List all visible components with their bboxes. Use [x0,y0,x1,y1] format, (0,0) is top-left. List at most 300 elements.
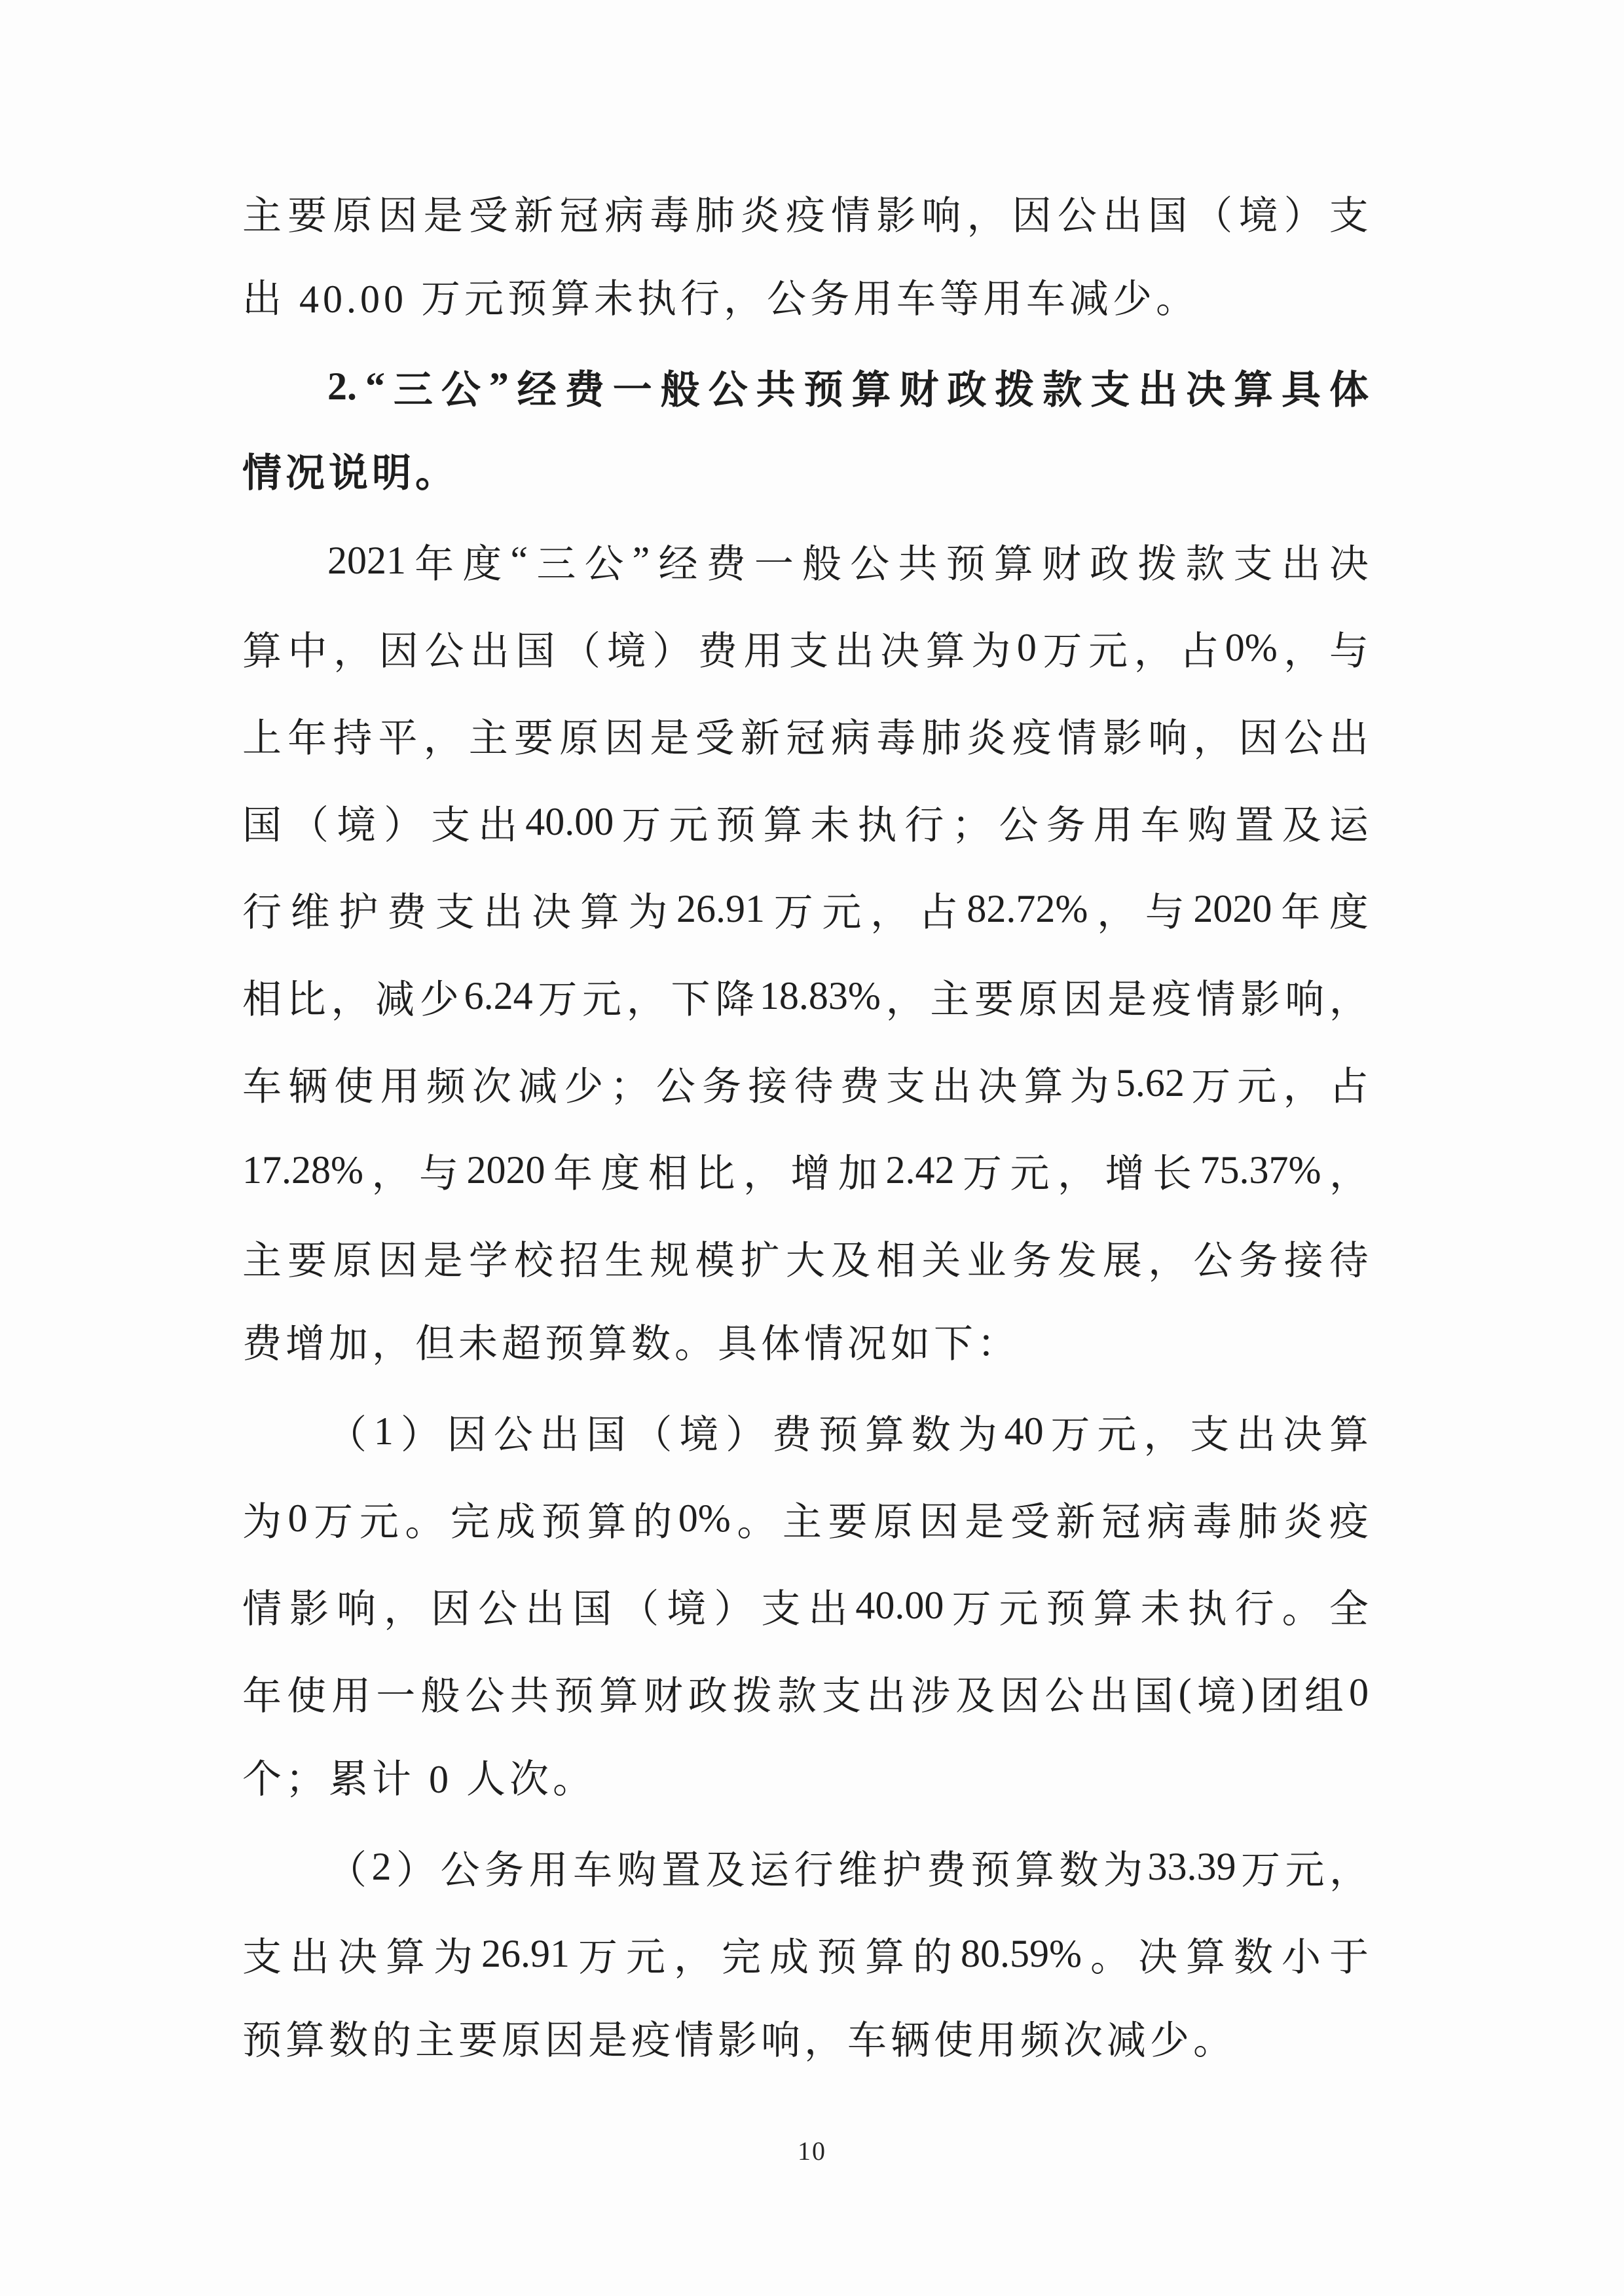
text-token: 校 [513,1239,553,1283]
text-token: 公 [1044,1674,1084,1718]
text-token: 算 [864,1413,904,1457]
text-token: 因 [378,629,418,673]
text-token: 执 [1187,1587,1227,1631]
text-token: ， [371,1152,411,1195]
text-token: 公 [441,368,481,412]
text-token: 算 [1185,1935,1225,1979]
text-token: 要 [974,977,1014,1021]
text-token: 主 [930,977,970,1021]
text-token: 2 [371,1845,392,1888]
text-token: ， [967,194,1006,238]
text-token: 用 [331,1674,371,1718]
text-token: 三 [393,368,433,412]
text-token: 拨 [732,1674,772,1718]
text-token: 行 [904,803,944,847]
text-line [242,1562,1369,1649]
text-token: 算 [599,1674,638,1718]
text-token: ， [1283,1065,1323,1108]
text-token: 费 [772,1413,812,1457]
text-token: 万 [1050,1413,1090,1457]
text-token: ” [632,539,650,582]
text-token: 度 [462,542,502,586]
text-token: 算 [242,629,282,673]
text-token: 占 [1179,629,1219,673]
text-token: ” [489,365,509,408]
text-token: 的 [633,1500,673,1544]
text-token: ， [1057,1152,1097,1195]
text-token: 次 [472,1065,512,1108]
text-token: 算 [1329,1413,1369,1457]
text-token: 肺 [1238,1500,1278,1544]
text-token: ， [384,1587,424,1631]
text-token: 于 [1329,1935,1369,1979]
text-token: 出 [1089,1674,1129,1718]
text-token: ， [1329,1152,1369,1195]
text-token: 用 [1093,803,1133,847]
text-token: 持 [333,716,373,760]
text-token: 用 [380,1065,420,1108]
text-token: 5.62 [1115,1061,1185,1104]
text-token: 的 [913,1935,952,1979]
text-token: 共 [509,1674,549,1718]
text-token: 75.37% [1200,1148,1321,1192]
text-token: 要 [513,716,553,760]
text-token: 炎 [740,194,780,238]
text-token: 出 [834,629,874,673]
text-token: 为 [628,890,668,934]
text-token: 未 [1140,1587,1180,1631]
text-token: 度 [1329,890,1369,934]
text-token: 万 [621,803,661,847]
text-token: 购 [617,1848,657,1892]
text-token: 万 [578,1935,618,1979]
text-token: 是 [965,1500,1005,1544]
text-token: 体 [1329,368,1369,412]
text-token: 大 [785,1239,825,1283]
text-token: 17.28% [242,1148,363,1192]
text-token: 比 [286,977,326,1021]
text-token: 待 [1329,1239,1369,1283]
text-token: 影 [1102,716,1142,760]
text-token: 因 [919,1500,959,1544]
text-token: 疫 [1012,716,1052,760]
text-token: 国 [515,629,555,673]
text-token: 2.42 [885,1148,955,1192]
text-token: 算 [580,890,619,934]
text-token: 减 [375,977,415,1021]
text-token: 决 [880,629,920,673]
text-token: 0 [1016,626,1037,669]
text-token: 响 [1285,977,1325,1021]
text-token: 元 [999,1587,1039,1631]
text-token: 决 [1137,1935,1177,1979]
text-token: ） [714,1587,754,1631]
text-token: 上 [242,716,282,760]
text-token: 0% [1225,626,1278,669]
text-token: 境 [679,1413,719,1457]
text-token: 出 [866,1674,906,1718]
text-line [242,1214,1369,1301]
text-token: 一 [376,1674,416,1718]
text-token: 出 [483,890,523,934]
text-token: 万 [951,1587,991,1631]
text-token: 行 [794,1848,834,1892]
text-token: 及 [1282,803,1321,847]
text-token: ； [951,803,991,847]
text-token: 毒 [1192,1500,1232,1544]
text-token: ） [384,803,424,847]
text-token: 车 [573,1848,612,1892]
text-token: 境 [337,803,377,847]
text-token: ， [1148,1239,1188,1283]
text-token: 支 [1233,542,1273,586]
text-token: 国 [1148,194,1188,238]
text-token: 26.91 [481,1932,570,1975]
text-token: 算 [386,1935,425,1979]
text-token: 要 [287,194,327,238]
text-line: 出 40.00 万元预算未执行，公务用车等用车减少。 [242,278,1199,321]
text-token: 26.91 [676,887,766,930]
text-token: 置 [661,1848,701,1892]
text-token: 40.00 [855,1584,944,1627]
text-token: 预 [970,1848,1010,1892]
text-token: 占 [1329,1065,1369,1108]
text-token: 使 [287,1674,327,1718]
text-token: 政 [688,1674,728,1718]
text-token: 决 [532,890,572,934]
text-token: 冠 [559,194,599,238]
text-token: 情 [831,194,871,238]
text-line: 预算数的主要原因是疫情影响，车辆使用频次减少。 [242,2019,1236,2062]
text-token: 经 [517,368,557,412]
text-token: 预 [946,542,986,586]
text-token: 算 [1024,1065,1063,1108]
text-token: 境 [606,629,646,673]
text-token: 2020 [1193,887,1272,930]
text-token: 预 [817,1935,857,1979]
text-line: 费增加，但未超预算数。具体情况如下： [242,1322,1020,1366]
text-token: 响 [921,194,961,238]
text-token: 接 [1283,1239,1323,1283]
text-token: 数 [1233,1935,1273,1979]
text-token: 关 [921,1239,961,1283]
text-token: 维 [290,890,330,934]
text-token: “ [510,539,528,582]
text-token: 相 [242,977,282,1021]
text-token: 万 [1191,1065,1231,1108]
text-token: 年 [553,1152,593,1195]
text-token: ， [1329,977,1369,1021]
text-token: 元 [1088,629,1128,673]
text-line [242,866,1369,953]
text-token: 因 [1000,1674,1040,1718]
text-token: 病 [604,194,644,238]
text-token: 出 [1138,368,1178,412]
text-line [242,169,1369,256]
text-token: 决 [1186,368,1226,412]
text-token: 是 [1107,977,1147,1021]
text-token: 一 [754,542,794,586]
page-number: 10 [798,2136,826,2166]
text-token: 新 [740,716,780,760]
text-token: 年 [242,1674,282,1718]
text-token: 占 [918,890,958,934]
text-token: 33.39 [1147,1845,1236,1888]
text-token: 18.83% [759,974,881,1017]
text-token: （ [327,1848,367,1892]
text-token: ） [396,1848,435,1892]
text-token: 出 [525,1587,565,1631]
text-token: 万 [1043,629,1082,673]
text-token: 受 [1010,1500,1050,1544]
text-line [242,1649,1369,1736]
text-token: ） [400,1413,440,1457]
text-token: 是 [423,194,463,238]
text-token: 因 [378,194,418,238]
text-token: 少 [564,1065,604,1108]
text-token: 运 [1329,803,1369,847]
text-token: 预 [1046,1587,1086,1631]
text-token: 原 [333,194,373,238]
text-token: 成 [769,1935,809,1979]
text-token: 扩 [740,1239,780,1283]
text-token: 元 [669,803,709,847]
text-token: 算 [925,629,965,673]
text-token: 公 [465,1674,505,1718]
text-token: ， [870,890,910,934]
text-token: 要 [828,1500,868,1544]
text-token: （ [619,1587,659,1631]
text-token: 相 [876,1239,916,1283]
text-token: 出 [540,1413,580,1457]
text-token: 及 [705,1848,745,1892]
text-token: 公 [1193,1239,1233,1283]
text-token: 为 [242,1500,282,1544]
text-token: 出 [808,1587,848,1631]
text-token: 政 [947,368,987,412]
text-token: 出 [1329,716,1369,760]
text-token: 务 [485,1848,524,1892]
text-token: ， [333,629,373,673]
text-token: 支 [435,890,475,934]
text-token: 主 [468,716,508,760]
text-token: 公 [999,803,1039,847]
text-token: 元 [822,890,862,934]
text-token: 护 [339,890,378,934]
text-token: 元 [359,1500,399,1544]
text-token: 影 [876,194,916,238]
text-token: 。 [405,1500,445,1544]
text-token: 支 [761,1587,801,1631]
text-token: 主 [242,194,282,238]
text-line [242,1388,1369,1475]
text-token: 公 [1057,194,1097,238]
text-token: 一 [612,368,652,412]
text-token: 行 [1234,1587,1274,1631]
text-line [242,1475,1369,1562]
text-token: 涉 [911,1674,951,1718]
text-token: 般 [420,1674,460,1718]
text-token: 82.72% [967,887,1088,930]
text-token: 费 [927,1848,966,1892]
text-token: （ [327,1413,367,1457]
text-token: 决 [1329,542,1369,586]
text-token: ， [743,1152,783,1195]
text-token: 接 [748,1065,788,1108]
text-token: 疫 [1329,1500,1369,1544]
text-token: 冠 [1101,1500,1141,1544]
text-token: 2021 [327,539,406,582]
text-token: 少 [419,977,459,1021]
text-token: 影 [289,1587,329,1631]
text-token: 业 [967,1239,1006,1283]
text-token: 算 [865,1935,904,1979]
text-token: 与 [1329,629,1369,673]
text-token: 算 [587,1500,627,1544]
text-token: 主 [782,1500,822,1544]
text-token: 务 [1238,1239,1278,1283]
text-line [242,691,1369,778]
text-token: 决 [1283,1413,1323,1457]
text-token: 规 [650,1239,690,1283]
text-token: 要 [287,1239,327,1283]
text-token: 款 [777,1674,817,1718]
text-token: 支 [1329,194,1369,238]
text-token: 维 [838,1848,877,1892]
text-token: 算 [851,368,891,412]
text-token: 预 [542,1500,581,1544]
text-token: 万 [962,1152,1002,1195]
text-token: 影 [1240,977,1280,1021]
text-token: 决 [978,1065,1018,1108]
text-token: ） [1283,194,1323,238]
text-token: 因 [431,1587,471,1631]
text-token: 车 [242,1065,282,1108]
text-line: 个；累计 0 人次。 [242,1758,596,1801]
text-token: 算 [1234,368,1274,412]
text-token: 响 [1148,716,1188,760]
text-token: 费 [840,1065,879,1108]
text-token: 预 [716,803,756,847]
text-token: ） [726,1413,766,1457]
text-token: ， [1134,629,1173,673]
text-token: 公 [478,1587,518,1631]
text-token: 原 [559,716,599,760]
text-token: ， [674,1935,713,1979]
text-token: 公 [1283,716,1323,760]
text-token: 。 [1090,1935,1130,1979]
text-token: 情 [242,1587,282,1631]
text-token: 算 [763,803,803,847]
text-token: 主 [242,1239,282,1283]
text-token: （ [561,629,601,673]
text-token: ， [1097,890,1137,934]
text-token: 支 [1090,368,1130,412]
text-token: 财 [643,1674,683,1718]
text-line [242,517,1369,604]
text-token: 受 [468,194,508,238]
text-token: 年 [287,716,327,760]
text-token: 费 [387,890,427,934]
text-token: 国 [1134,1674,1173,1718]
text-token: 境 [1196,1674,1236,1718]
text-token: 炎 [967,716,1006,760]
text-token: 40.00 [525,800,614,843]
text-token: 40 [1004,1410,1044,1453]
text-token: 增 [790,1152,830,1195]
text-token: 发 [1057,1239,1097,1283]
text-token: 疫 [785,194,825,238]
text-token: 是 [650,716,690,760]
text-line [242,1910,1369,1997]
text-token: 1 [373,1410,394,1453]
text-token: 毒 [650,194,690,238]
text-token: 6.24 [464,974,533,1017]
text-token: 学 [468,1239,508,1283]
text-token: ， [1283,629,1323,673]
text-token: 款 [1043,368,1082,412]
text-token: 待 [794,1065,834,1108]
text-token: 下 [671,977,710,1021]
text-token: 费 [706,542,746,586]
text-token: 使 [334,1065,374,1108]
text-token: 务 [1046,803,1086,847]
text-token: 出 [1281,542,1321,586]
text-token: 招 [559,1239,599,1283]
text-token: 用 [528,1848,568,1892]
text-token: 年 [1281,890,1321,934]
text-token: 共 [756,368,796,412]
text-token: 完 [450,1500,490,1544]
text-token: 元 [1010,1152,1050,1195]
text-token: 生 [604,1239,644,1283]
text-token: 万 [538,977,578,1021]
text-line [242,953,1369,1040]
text-token: 出 [290,1935,329,1979]
text-token: 务 [1012,1239,1052,1283]
text-token: 经 [658,542,698,586]
text-token: 财 [899,368,939,412]
text-token: 支 [1190,1413,1230,1457]
text-token: ) [1241,1671,1255,1714]
text-token: 共 [898,542,938,586]
text-token: ， [1193,716,1233,760]
text-token: 情 [1057,716,1097,760]
text-token: 因 [1063,977,1103,1021]
text-token: 为 [1103,1848,1143,1892]
text-token: （ [289,803,329,847]
text-token: 万 [314,1500,354,1544]
text-token: 及 [831,1239,871,1283]
text-token: 拨 [995,368,1035,412]
text-token: 。 [737,1500,777,1544]
text-token: 与 [418,1152,458,1195]
text-token: 预 [818,1413,858,1457]
document-body [242,169,1369,2085]
text-token: 度 [600,1152,640,1195]
text-token: 购 [1187,803,1227,847]
text-token: 2. [327,365,357,408]
text-token: 护 [882,1848,922,1892]
text-token: 行 [242,890,282,934]
text-token: 2020 [466,1148,545,1192]
text-token: 具 [1282,368,1321,412]
text-token: 频 [426,1065,466,1108]
text-token: 冠 [785,716,825,760]
text-token: 费 [697,629,737,673]
text-line [242,343,1369,430]
text-token: 般 [802,542,841,586]
